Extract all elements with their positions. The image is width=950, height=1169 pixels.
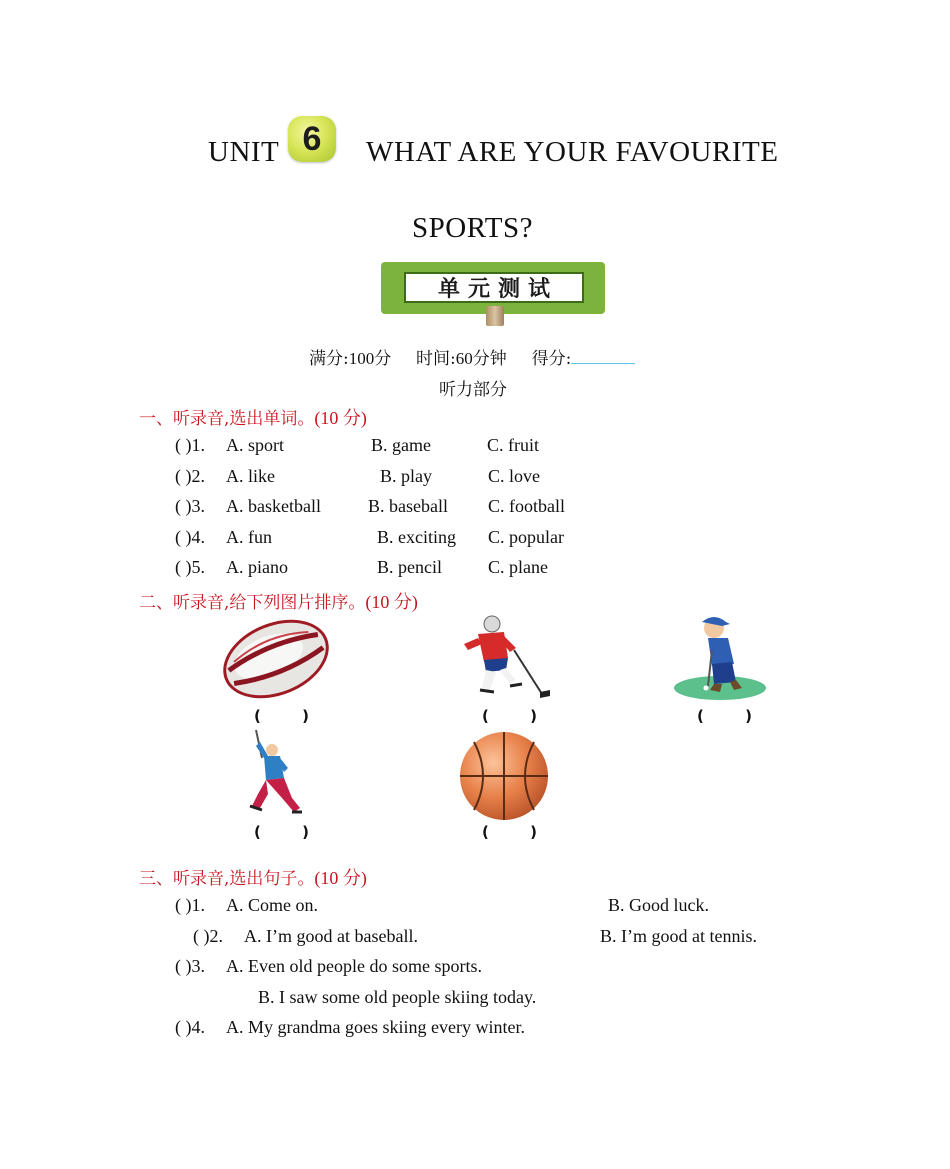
section2-heading xyxy=(139,588,418,614)
section3-heading xyxy=(139,864,367,890)
title-line2: SPORTS? xyxy=(412,212,534,244)
s1-q1-b: B. game xyxy=(371,435,431,455)
score-blank[interactable] xyxy=(571,347,635,364)
s1-q1-a: A. sport xyxy=(226,435,284,455)
section1-heading-score: (10 分) xyxy=(314,408,367,428)
ice-hockey-player-icon xyxy=(456,614,552,704)
full-score-value: 100 xyxy=(348,349,375,368)
s3-q3-b: B. I saw some old people skiing today. xyxy=(258,987,537,1007)
s1-q1-num[interactable]: ( )1. xyxy=(175,435,205,455)
s1-q5-a: A. piano xyxy=(226,557,288,577)
title-unit-word: UNIT xyxy=(208,136,280,168)
banner-post xyxy=(486,306,504,326)
s3-q3-a: A. Even old people do some sports. xyxy=(226,956,482,976)
s1-q4-c: C. popular xyxy=(488,527,564,547)
picture5-answer[interactable]: ( ) xyxy=(482,823,555,841)
s1-q3-num[interactable]: ( )3. xyxy=(175,496,205,516)
s3-q4-a: A. My grandma goes skiing every winter. xyxy=(226,1017,525,1037)
score-time-line xyxy=(309,344,635,369)
s1-q2-a: A. like xyxy=(226,466,275,486)
section2-heading-text: 二、听录音,给下列图片排序。 xyxy=(139,593,366,613)
s3-q3-num[interactable]: ( )3. xyxy=(175,956,205,976)
section2-heading-score: (10 分) xyxy=(365,592,418,612)
unit-test-banner-label-box xyxy=(404,272,584,303)
section3-heading-text: 三、听录音,选出句子。 xyxy=(139,869,315,889)
section1-heading xyxy=(139,404,367,430)
picture2-answer[interactable]: ( ) xyxy=(482,707,555,725)
s1-q5-b: B. pencil xyxy=(377,557,442,577)
time-value: 60 xyxy=(455,349,473,368)
golfer-icon xyxy=(672,614,768,702)
unit-number: 6 xyxy=(302,119,322,158)
time-unit: 分钟 xyxy=(472,349,507,369)
unit-number-badge xyxy=(288,116,336,162)
s1-q4-num[interactable]: ( )4. xyxy=(175,527,205,547)
wushu-fighter-icon xyxy=(244,728,308,822)
s1-q5-num[interactable]: ( )5. xyxy=(175,557,205,577)
s3-q2-a: A. I’m good at baseball. xyxy=(244,926,418,946)
s1-q5-c: C. plane xyxy=(488,557,548,577)
picture4-answer[interactable]: ( ) xyxy=(254,823,327,841)
full-score-label: 满分: xyxy=(309,349,349,369)
unit-test-banner-label: 单元测试 xyxy=(437,277,558,302)
s1-q3-a: A. basketball xyxy=(226,496,321,516)
s3-q1-a: A. Come on. xyxy=(226,895,318,915)
s1-q4-a: A. fun xyxy=(226,527,272,547)
s3-q1-num[interactable]: ( )1. xyxy=(175,895,205,915)
s1-q3-c: C. football xyxy=(488,496,565,516)
time-label: 时间: xyxy=(416,349,456,369)
rugby-ball-icon xyxy=(218,612,334,706)
s1-q2-num[interactable]: ( )2. xyxy=(175,466,205,486)
basketball-icon xyxy=(458,730,550,822)
s3-q1-b: B. Good luck. xyxy=(608,895,709,915)
s1-q3-b: B. baseball xyxy=(368,496,448,516)
s1-q2-c: C. love xyxy=(488,466,540,486)
s3-q2-num[interactable]: ( )2. xyxy=(193,926,223,946)
full-score-unit: 分 xyxy=(374,349,392,369)
s3-q4-num[interactable]: ( )4. xyxy=(175,1017,205,1037)
score-label: 得分: xyxy=(531,349,572,369)
s1-q1-c: C. fruit xyxy=(487,435,539,455)
section3-heading-score: (10 分) xyxy=(314,868,367,888)
s1-q4-b: B. exciting xyxy=(377,527,456,547)
listening-heading: 听力部分 xyxy=(439,380,507,400)
section1-heading-text: 一、听录音,选出单词。 xyxy=(139,409,315,429)
title-line1: WHAT ARE YOUR FAVOURITE xyxy=(366,136,779,168)
picture3-answer[interactable]: ( ) xyxy=(697,707,770,725)
picture1-answer[interactable]: ( ) xyxy=(254,707,327,725)
s1-q2-b: B. play xyxy=(380,466,432,486)
s3-q2-b: B. I’m good at tennis. xyxy=(600,926,757,946)
